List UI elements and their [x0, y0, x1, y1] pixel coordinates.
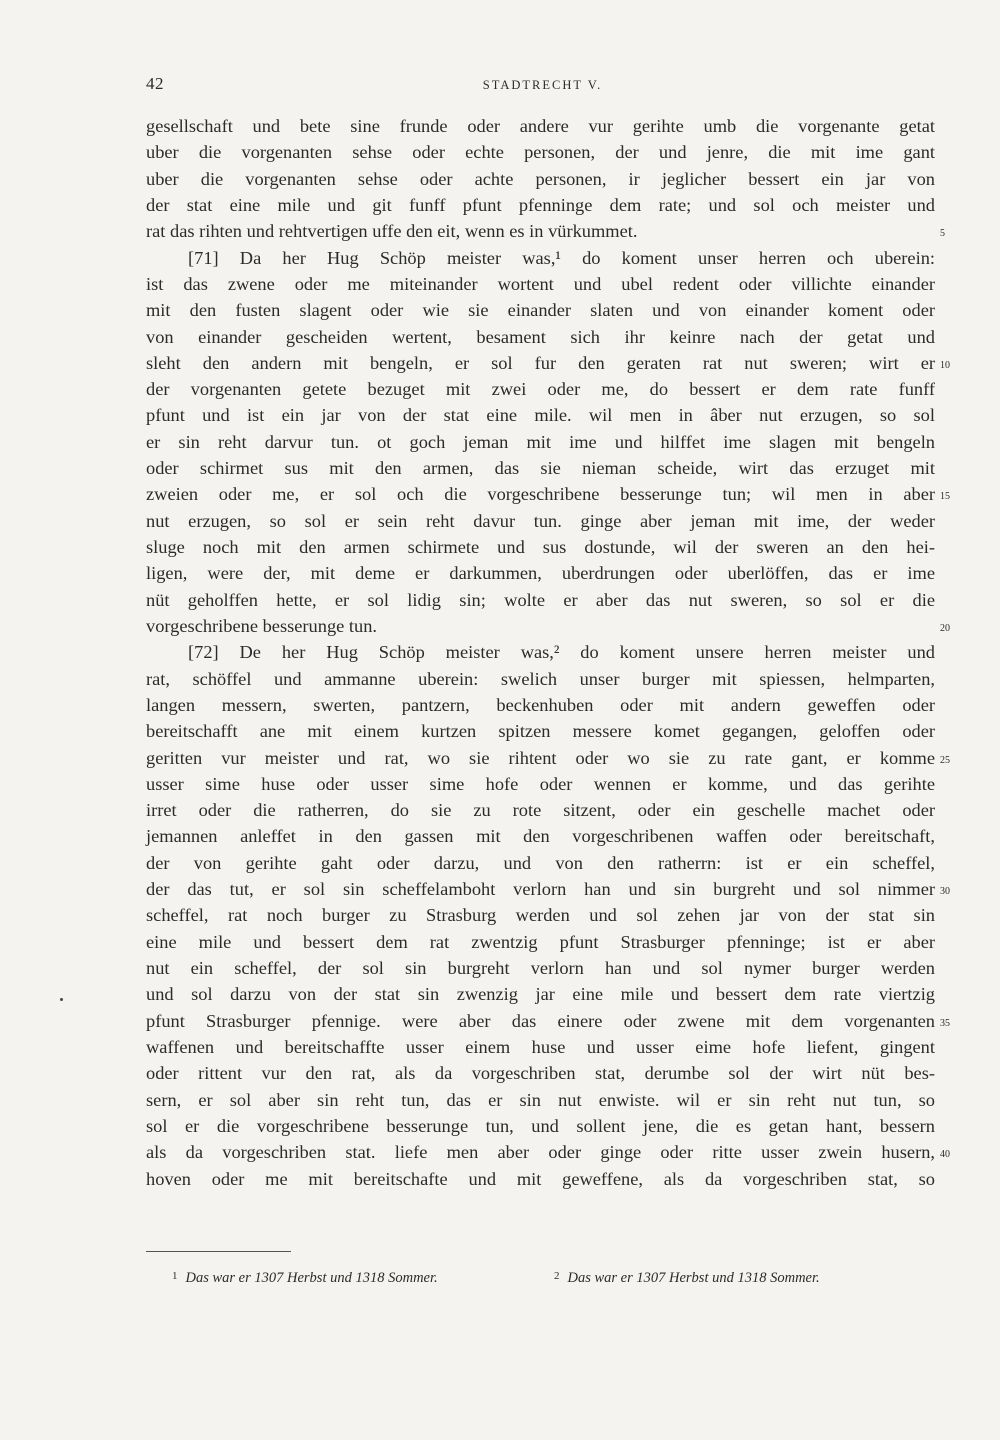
- text-line: [72] De her Hug Schöp meister was,² do koment unsere herren meister und: [188, 642, 935, 663]
- footnote-2: [554, 1270, 820, 1287]
- text-line: als da vorgeschriben stat. liefe men aber oder ginge oder ritte usser zwein husern,: [146, 1142, 935, 1163]
- text-line: gesellschaft und bete sine frunde oder andere vur gerihte umb die vorgenante getat: [146, 116, 935, 136]
- text-line: oder rittent vur den rat, als da vorgeschriben stat, derumbe sol der wirt nüt bes-: [146, 1063, 935, 1084]
- margin-speck: [60, 998, 63, 1001]
- text-line: rat das rihten und rehtvertigen uffe den eit, wenn es in vürkummet.: [146, 221, 638, 242]
- line-number: 15: [940, 491, 950, 503]
- text-line: usser sime huse oder usser sime hofe oder wennen er komme, und das gerihte: [146, 773, 935, 794]
- text-line: nüt geholffen hette, er sol lidig sin; wolte er aber das nut sweren, so sol er die: [146, 589, 935, 610]
- text-line: geritten vur meister und rat, wo sie rihtent oder wo sie zu rate gant, er komme: [146, 747, 935, 768]
- text-line: nut ein scheffel, der sol sin burgreht verlorn han und sol nymer burger werden: [146, 958, 935, 978]
- text-line: hoven oder me mit bereitschafte und mit geweffene, als da vorgeschriben stat, so: [146, 1168, 935, 1189]
- line-number: 5: [940, 228, 945, 240]
- text-line: sol er die vorgeschribene besserunge tun, und sollent jene, die es getan hant, bessern: [146, 1115, 935, 1136]
- text-line: uber die vorgenanten sehse oder achte personen, ir jeglicher bessert ein jar von: [146, 168, 935, 189]
- text-line: bereitschafft ane mit einem kurtzen spitzen messere komet gegangen, geloffen oder: [146, 721, 935, 742]
- text-line: ligen, were der, mit deme er darkummen, uberdrungen oder uberlöffen, das er ime: [146, 563, 935, 584]
- text-line: [71] Da her Hug Schöp meister was,¹ do koment unser herren och uberein:: [188, 247, 935, 268]
- text-line: der vorgenanten getete bezuget mit zwei oder me, do bessert er dem rate funff: [146, 379, 935, 400]
- text-line: rat, schöffel und ammanne uberein: swelich unser burger mit spiessen, helmparten,: [146, 668, 935, 689]
- text-line: der von gerihte gaht oder darzu, und von den ratherrn: ist er ein scheffel,: [146, 852, 935, 873]
- footnote-2-number: 2: [554, 1270, 560, 1282]
- text-line: sleht den andern mit bengeln, er sol fur den geraten rat nut sweren; wirt er: [146, 352, 935, 373]
- text-line: irret oder die ratherren, do sie zu rote sitzent, oder ein geschelle machet oder: [146, 800, 935, 821]
- footnote-1: [172, 1270, 438, 1287]
- text-line: scheffel, rat noch burger zu Strasburg werden und sol zehen jar von der stat sin: [146, 905, 935, 926]
- text-line: der stat eine mile und git funff pfunt pfenninge dem rate; und sol och meister und: [146, 194, 935, 215]
- text-line: pfunt Strasburger pfennige. were aber das einere oder zwene mit dem vorgenanten: [146, 1010, 935, 1031]
- line-number: 35: [940, 1017, 950, 1029]
- text-line: langen messern, swerten, pantzern, beckenhuben oder mit andern geweffen oder: [146, 694, 935, 715]
- text-line: sern, er sol aber sin reht tun, das er sin nut enwiste. wil er sin reht nut tun, so: [146, 1089, 935, 1110]
- body-text: [146, 113, 935, 1192]
- footnote-rule: [146, 1251, 291, 1252]
- text-line: sluge noch mit den armen schirmete und sus dostunde, wil der sweren an den hei-: [146, 537, 935, 557]
- text-line: oder schirmet sus mit den armen, das sie nieman scheide, wirt das erzuget mit: [146, 458, 935, 479]
- text-line: er sin reht darvur tun. ot goch jeman mit ime und hilffet ime slagen mit bengeln: [146, 431, 935, 452]
- line-number: 10: [940, 359, 950, 371]
- text-line: ist das zwene oder me miteinander wortent und ubel redent oder villichte einander: [146, 273, 935, 294]
- line-number: 20: [940, 623, 950, 635]
- line-number: 40: [940, 1149, 950, 1161]
- text-line: vorgeschribene besserunge tun.: [146, 615, 378, 636]
- text-line: zweien oder me, er sol och die vorgeschribene besserunge tun; wil men in aber: [146, 484, 935, 505]
- text-line: waffenen und bereitschaffte usser einem huse und usser eime hofe liefent, gingent: [146, 1036, 935, 1057]
- text-line: und sol darzu von der stat sin zwenzig jar eine mile und bessert dem rate viertzig: [146, 984, 935, 1005]
- text-line: eine mile und bessert dem rat zwentzig pfunt Strasburger pfenninge; ist er aber: [146, 931, 935, 952]
- footnote-1-text: Das war er 1307 Herbst und 1318 Sommer.: [185, 1270, 438, 1286]
- text-line: nut erzugen, so sol er sein reht davur tun. ginge aber jeman mit ime, der weder: [146, 510, 935, 531]
- line-number: 25: [940, 754, 950, 766]
- page-number: 42: [146, 74, 164, 93]
- footnote-2-text: Das war er 1307 Herbst und 1318 Sommer.: [567, 1270, 820, 1286]
- running-head: STADTRECHT V.: [482, 78, 603, 92]
- text-line: der das tut, er sol sin scheffelamboht verlorn han und sin burgreht und sol nimmer: [146, 879, 935, 900]
- footnote-1-number: 1: [172, 1270, 178, 1282]
- text-line: jemannen anleffet in den gassen mit den vorgeschribenen waffen oder bereitschaft,: [146, 826, 935, 847]
- text-line: pfunt und ist ein jar von der stat eine mile. wil men in âber nut erzugen, so sol: [146, 405, 935, 426]
- text-line: von einander gescheiden wertent, besament sich ihr keinre nach der getat und: [146, 326, 935, 347]
- line-number: 30: [940, 886, 950, 898]
- text-line: mit den fusten slagent oder wie sie einander slaten und von einander koment oder: [146, 300, 935, 321]
- text-line: uber die vorgenanten sehse oder echte personen, der und jenre, die mit ime gant: [146, 142, 935, 163]
